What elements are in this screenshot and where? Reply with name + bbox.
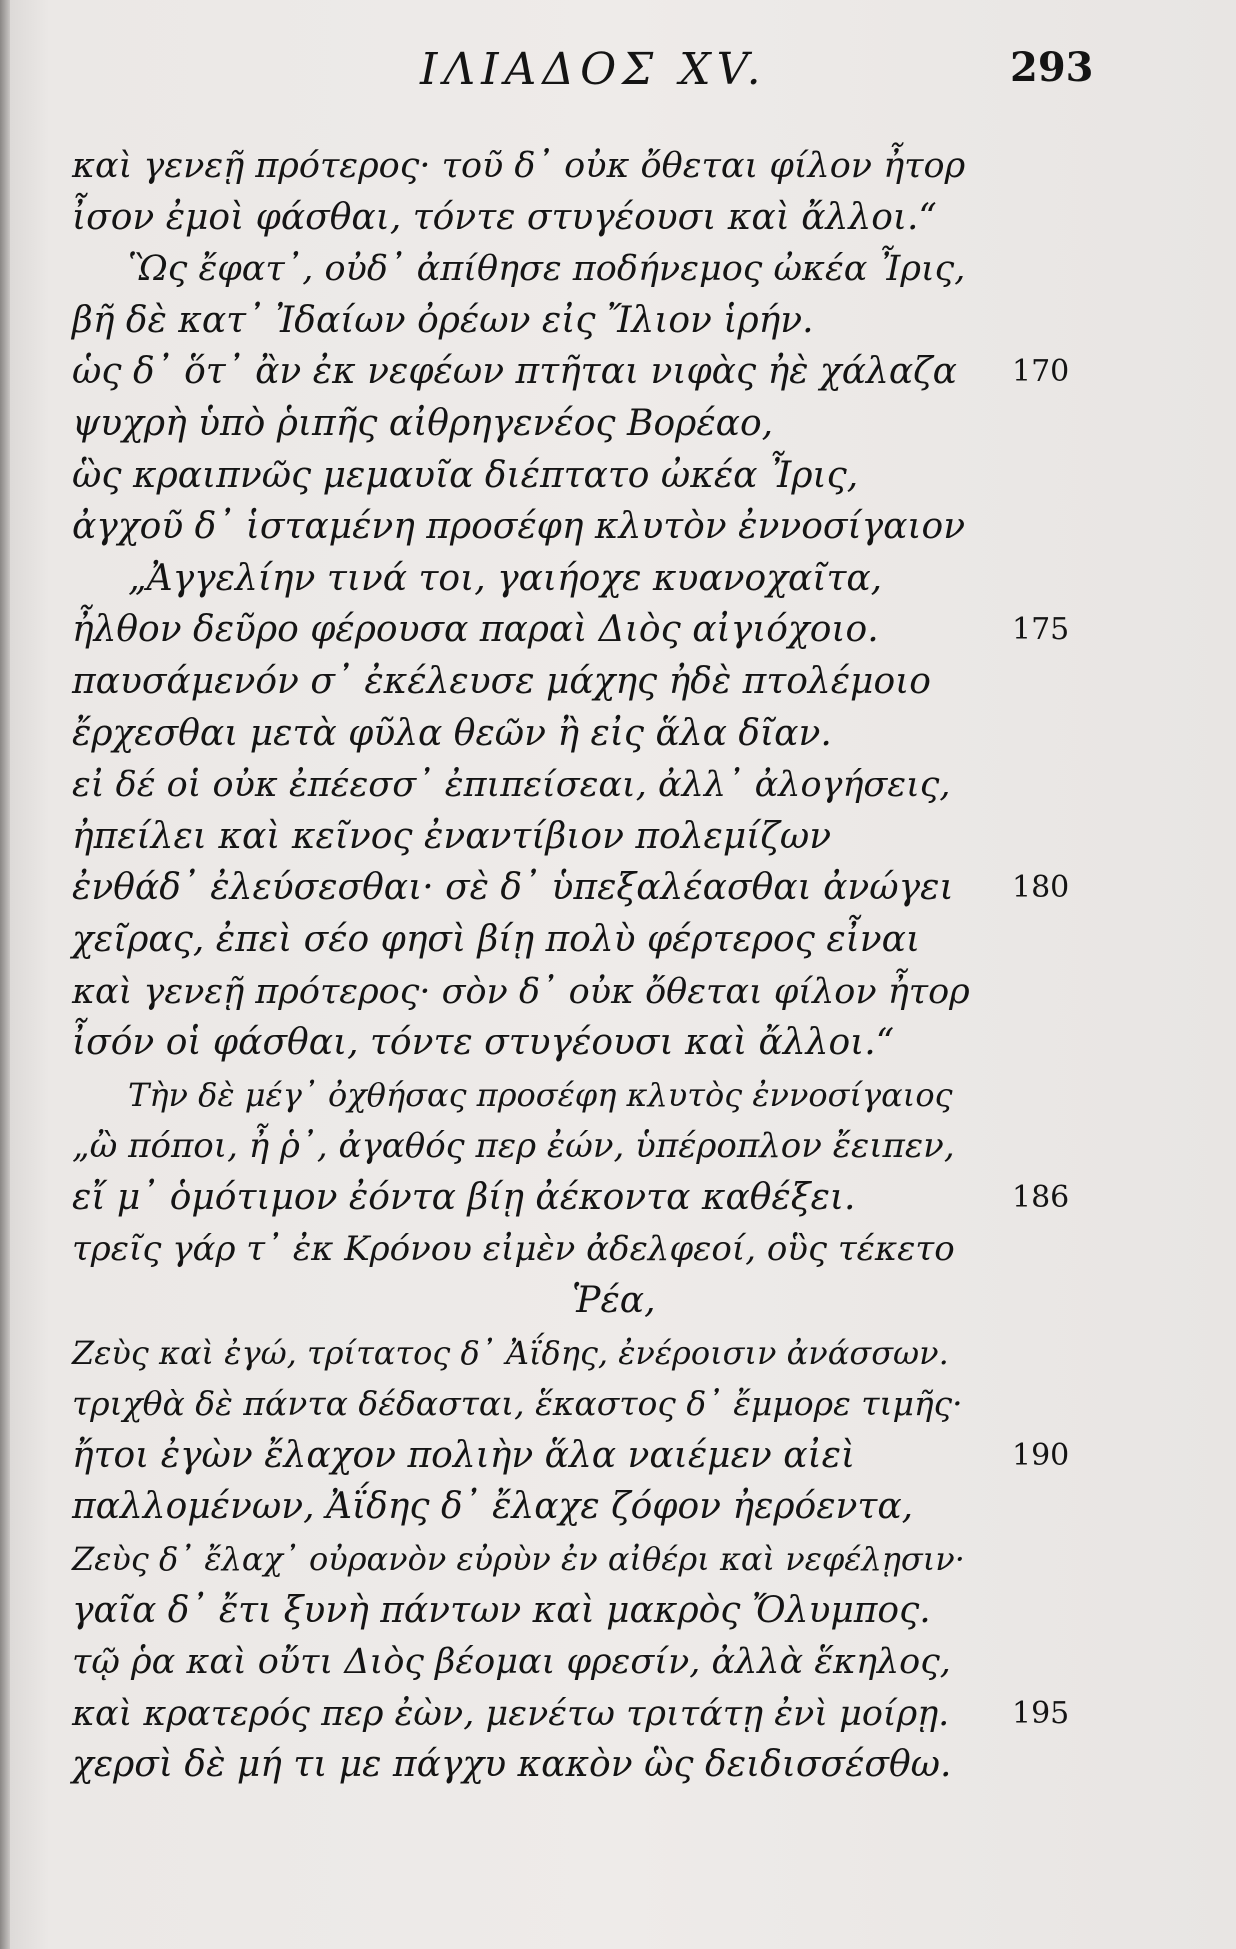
verse-line <box>72 1017 1072 1069</box>
verse-line <box>72 811 1072 863</box>
verse-text: παυσάμενόν σ᾽ ἐκέλευσε μάχης ἠδὲ πτολέμοιο <box>72 660 931 702</box>
verse-text: ὡς δ᾽ ὅτ᾽ ἂν ἐκ νεφέων πτῆται νιφὰς ἠὲ χάλαζα <box>72 351 957 393</box>
verse-text: καὶ γενεῇ πρότερος· σὸν δ᾽ οὐκ ὄθεται φίλον ἦτορ <box>72 971 970 1012</box>
line-number: 186 <box>1012 1179 1070 1215</box>
verse-line-continuation <box>72 1275 1072 1327</box>
verse-text: τῷ ῥα καὶ οὔτι Διὸς βέομαι φρεσίν, ἀλλὰ ἕκηλος, <box>72 1642 951 1683</box>
verse-line <box>72 966 1072 1018</box>
verse-text: βῆ δὲ κατ᾽ Ἰδαίων ὀρέων εἰς Ἴλιον ἱρήν. <box>72 299 814 341</box>
verse-line <box>72 1223 1072 1275</box>
verse-text: ὣς κραιπνῶς μεμαυῖα διέπτατο ὠκέα Ἶρις, <box>72 454 859 496</box>
line-number: 170 <box>1012 354 1070 390</box>
verse-line <box>72 1481 1072 1533</box>
line-number: 195 <box>1012 1695 1070 1731</box>
verse-text: Ζεὺς δ᾽ ἔλαχ᾽ οὐρανὸν εὐρὺν ἐν αἰθέρι καὶ νεφέλῃσιν· <box>72 1540 965 1579</box>
verse-line <box>72 450 1072 502</box>
verse-text: καὶ κρατερός περ ἐὼν, μενέτω τριτάτῃ ἐνὶ μοίρῃ. <box>72 1693 950 1734</box>
verse-text: εἴ μ᾽ ὁμότιμον ἐόντα βίῃ ἀέκοντα καθέξει. <box>72 1176 856 1218</box>
verse-line <box>72 1533 1072 1585</box>
verse-text: ἐνθάδ᾽ ἐλεύσεσθαι· σὲ δ᾽ ὑπεξαλέασθαι ἀνώγει <box>72 867 954 909</box>
verse-text: ἶσόν οἱ φάσθαι, τόντε στυγέουσι καὶ ἄλλοι.“ <box>72 1022 895 1064</box>
verse-line <box>72 398 1072 450</box>
verse-line <box>72 346 1072 398</box>
verse-line <box>72 1378 1072 1430</box>
verse-line <box>72 243 1072 295</box>
verse-line <box>72 1327 1072 1379</box>
verse-text: ἀγχοῦ δ᾽ ἱσταμένη προσέφη κλυτὸν ἐννοσίγαιον <box>72 506 966 548</box>
verse-line <box>72 192 1072 244</box>
verse-line <box>72 604 1072 656</box>
verse-text: Ζεὺς καὶ ἐγώ, τρίτατος δ᾽ Ἀΐδης, ἐνέροισιν ἀνάσσων. <box>72 1333 949 1372</box>
verse-line <box>72 1585 1072 1637</box>
verse-text: ψυχρὴ ὑπὸ ῥιπῆς αἰθρηγενέος Βορέαο, <box>72 402 774 444</box>
verse-text: Ὣς ἔφατ᾽, οὐδ᾽ ἀπίθησε ποδήνεμος ὠκέα Ἶρις, <box>128 249 966 290</box>
verse-line <box>72 656 1072 708</box>
verse-line <box>72 140 1072 192</box>
verse-line <box>72 1430 1072 1482</box>
verse-line <box>72 553 1072 605</box>
verse-line <box>72 1120 1072 1172</box>
verse-line <box>72 914 1072 966</box>
verse-text: τρεῖς γάρ τ᾽ ἐκ Κρόνου εἰμὲν ἀδελφεοί, οὓς τέκετο <box>72 1229 955 1270</box>
verse-text: γαῖα δ᾽ ἔτι ξυνὴ πάντων καὶ μακρὸς Ὄλυμπος. <box>72 1589 931 1631</box>
verse-text: „ὢ πόποι, ἦ ῥ᾽, ἀγαθός περ ἐών, ὑπέροπλον ἔειπεν, <box>72 1126 955 1167</box>
verse-text: παλλομένων, Ἀΐδης δ᾽ ἔλαχε ζόφον ἠερόεντα, <box>72 1486 914 1528</box>
verse-line <box>72 501 1072 553</box>
verse-text: καὶ γενεῇ πρότερος· τοῦ δ᾽ οὐκ ὄθεται φίλον ἦτορ <box>72 146 966 186</box>
verse-text: ἶσον ἐμοὶ φάσθαι, τόντε στυγέουσι καὶ ἄλλοι.“ <box>72 196 937 238</box>
verse-line <box>72 1688 1072 1740</box>
verse-line <box>72 759 1072 811</box>
running-header <box>0 44 1236 104</box>
page-number: 293 <box>1010 44 1094 91</box>
verse-line <box>72 862 1072 914</box>
verse-line <box>72 1636 1072 1688</box>
verse-text: Τὴν δὲ μέγ᾽ ὀχθήσας προσέφη κλυτὸς ἐννοσίγαιος <box>128 1075 953 1114</box>
verse-text: ἔρχεσθαι μετὰ φῦλα θεῶν ἢ εἰς ἅλα δῖαν. <box>72 712 832 754</box>
verse-text: ἤτοι ἐγὼν ἔλαχον πολιὴν ἅλα ναιέμεν αἰεὶ <box>72 1434 856 1476</box>
verse-line <box>72 295 1072 347</box>
verse-line <box>72 1739 1072 1791</box>
verse-text: χεῖρας, ἐπεὶ σέο φησὶ βίῃ πολὺ φέρτερος εἶναι <box>72 918 921 960</box>
verse-text: χερσὶ δὲ μή τι με πάγχυ κακὸν ὣς δειδισσέσθω. <box>72 1744 952 1786</box>
verse-line <box>72 708 1072 760</box>
verse-text: ἦλθον δεῦρο φέρουσα παραὶ Διὸς αἰγιόχοιο. <box>72 609 879 651</box>
running-title: ΙΛΙΑΔΟΣ XV. <box>420 44 767 95</box>
verse-line <box>72 1172 1072 1224</box>
verse-text: τριχθὰ δὲ πάντα δέδασται, ἕκαστος δ᾽ ἔμμορε τιμῆς· <box>72 1384 963 1424</box>
line-number: 190 <box>1012 1437 1070 1473</box>
verse-text: Ῥέα, <box>572 1280 656 1322</box>
verse-text: ἠπείλει καὶ κεῖνος ἐναντίβιον πολεμίζων <box>72 815 832 857</box>
verse-line <box>72 1069 1072 1121</box>
verse-text-block <box>72 140 1072 1791</box>
page-binding-edge <box>0 0 10 1949</box>
verse-text: εἰ δέ οἱ οὐκ ἐπέεσσ᾽ ἐπιπείσεαι, ἀλλ᾽ ἀλογήσεις, <box>72 765 951 806</box>
line-number: 180 <box>1012 870 1070 906</box>
line-number: 175 <box>1012 612 1070 648</box>
verse-text: „Ἀγγελίην τινά τοι, γαιήοχε κυανοχαῖτα, <box>128 557 883 599</box>
